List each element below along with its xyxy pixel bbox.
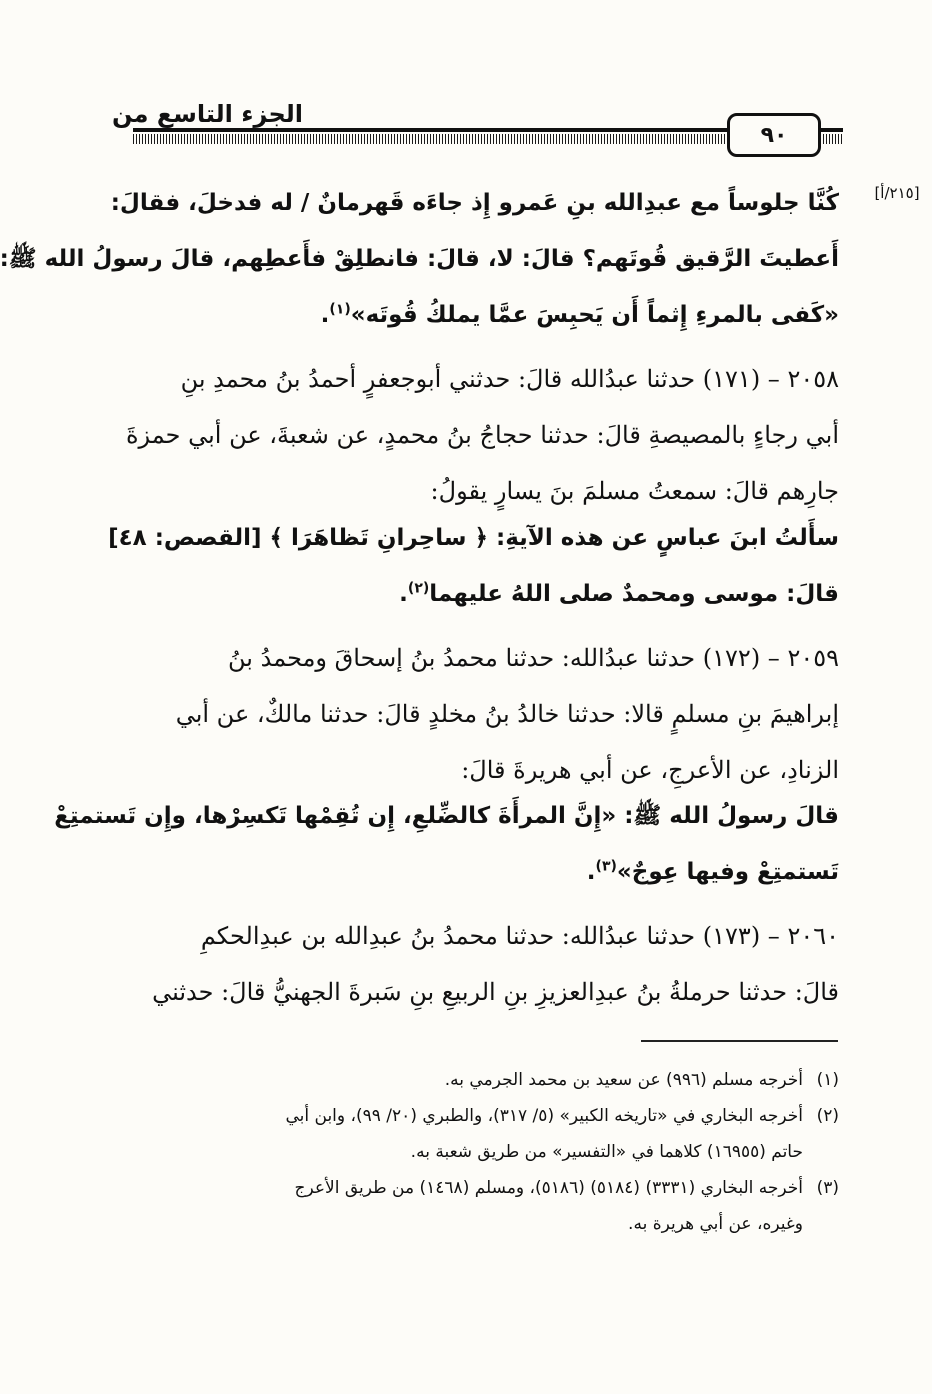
hadith-text-2 xyxy=(108,510,839,622)
footnote-ref: (٢) xyxy=(407,580,430,597)
isnad-2059 xyxy=(133,630,839,798)
text-line: أبي رجاءٍ بالمصيصةِ قالَ: حدثنا حجاجُ بنُ محمدٍ، عن شعبةَ، عن أبي حمزةَ xyxy=(125,421,839,449)
footnote-line: أخرجه مسلم (٩٩٦) عن سعيد بن محمد الجرمي به. xyxy=(444,1070,803,1090)
header-rule xyxy=(133,128,728,146)
footnote-number: (٢) xyxy=(816,1106,839,1126)
text-line: قالَ: حدثنا حرملةُ بنُ عبدِالعزيزِ بنِ الربيعِ بنِ سَبرةَ الجهنيُّ قالَ: حدثني xyxy=(152,978,839,1006)
text-line: كُنَّا جلوساً مع عبدِالله بنِ عَمرو إِذ جاءَه قَهرمانٌ / له فدخلَ، فقالَ: xyxy=(110,190,839,216)
footnote-2 xyxy=(133,1098,839,1170)
text-line: أَعطيتَ الرَّقيق قُوتَهم؟ قالَ: لا، قالَ: فانطلِقْ فأَعطِهم، قالَ رسولُ الله ﷺ: xyxy=(0,246,839,272)
hadith-text-1 xyxy=(0,175,839,343)
text-line: قالَ: موسى ومحمدٌ صلى اللهُ عليهما$^{(٢)}$. xyxy=(399,580,839,607)
text-line: ٢٠٥٨ – (١٧١) حدثنا عبدُالله قالَ: حدثني أبوجعفرٍ أحمدُ بنُ محمدِ بنِ xyxy=(180,365,839,393)
footnote-number: (١) xyxy=(816,1070,839,1090)
footnote-1 xyxy=(133,1062,839,1098)
hadith-text-3 xyxy=(54,788,839,900)
text-line: ٢٠٦٠ – (١٧٣) حدثنا عبدُالله: حدثنا محمدُ بنُ عبدِالله بن عبدِالحكمِ xyxy=(200,922,839,950)
footnotes xyxy=(133,1062,839,1242)
footnote-line: أخرجه البخاري (٣٣٣١) (٥١٨٤) (٥١٨٦)، ومسلم (١٤٦٨) من طريق الأعرج xyxy=(294,1178,803,1198)
footnote-ref: (٣) xyxy=(595,858,617,875)
footnote-line: أخرجه البخاري في «تاريخه الكبير» (٥/ ٣١٧)، والطبري (٢٠/ ٩٩)، وابن أبي xyxy=(285,1106,803,1126)
text-line: سأَلتُ ابنَ عباسٍ عن هذه الآيةِ: ﴿ ساحِرانِ تَظاهَرَا ﴾ [القصص: ٤٨] xyxy=(108,525,839,551)
footnote-number: (٣) xyxy=(816,1178,839,1198)
footnote-line: وغيره، عن أبي هريرة به. xyxy=(628,1214,803,1234)
text-line: «كَفى بالمرءِ إِثماً أَن يَحبِسَ عمَّا يملكُ قُوتَه»$^{(١)}$. xyxy=(320,301,839,328)
text-line-content: قالَ: موسى ومحمدٌ صلى اللهُ عليهما xyxy=(429,581,839,607)
page-number: ٩٠ xyxy=(727,113,821,157)
text-line-content: «كَفى بالمرءِ إِثماً أَن يَحبِسَ عمَّا يملكُ قُوتَه» xyxy=(350,302,839,328)
margin-manuscript-ref: [٢١٥/أ] xyxy=(874,184,920,202)
text-line: جارِهم قالَ: سمعتُ مسلمَ بنَ يسارٍ يقولُ: xyxy=(430,477,839,505)
footnote-line: حاتم (١٦٩٥٥) كلاهما في «التفسير» من طريق شعبة به. xyxy=(410,1142,803,1162)
text-line: إبراهيمَ بنِ مسلمٍ قالا: حدثنا خالدُ بنُ مخلدٍ قالَ: حدثنا مالكٌ، عن أبي xyxy=(175,700,839,728)
text-line: قالَ رسولُ الله ﷺ: «إِنَّ المرأَةَ كالضِّلعِ، إِن تُقِمْها تَكسِرْها، وإِن تَستمتِعْ xyxy=(54,803,839,829)
text-line: تَستمتِعْ وفيها عِوجٌ»$^{(٣)}$. xyxy=(586,858,839,885)
isnad-2058 xyxy=(125,351,839,519)
text-line: الزنادِ، عن الأعرجِ، عن أبي هريرةَ قالَ: xyxy=(461,756,839,784)
text-line-content: تَستمتِعْ وفيها عِوجٌ» xyxy=(616,859,839,885)
footnote-ref: (١) xyxy=(329,301,351,318)
footnote-separator xyxy=(641,1040,838,1042)
isnad-2060 xyxy=(133,908,839,1020)
footnote-3 xyxy=(133,1170,839,1242)
text-line: ٢٠٥٩ – (١٧٢) حدثنا عبدُالله: حدثنا محمدُ بنُ إسحاقَ ومحمدُ بنُ xyxy=(228,644,839,672)
running-header-title: الجزء التاسع من xyxy=(112,100,303,128)
